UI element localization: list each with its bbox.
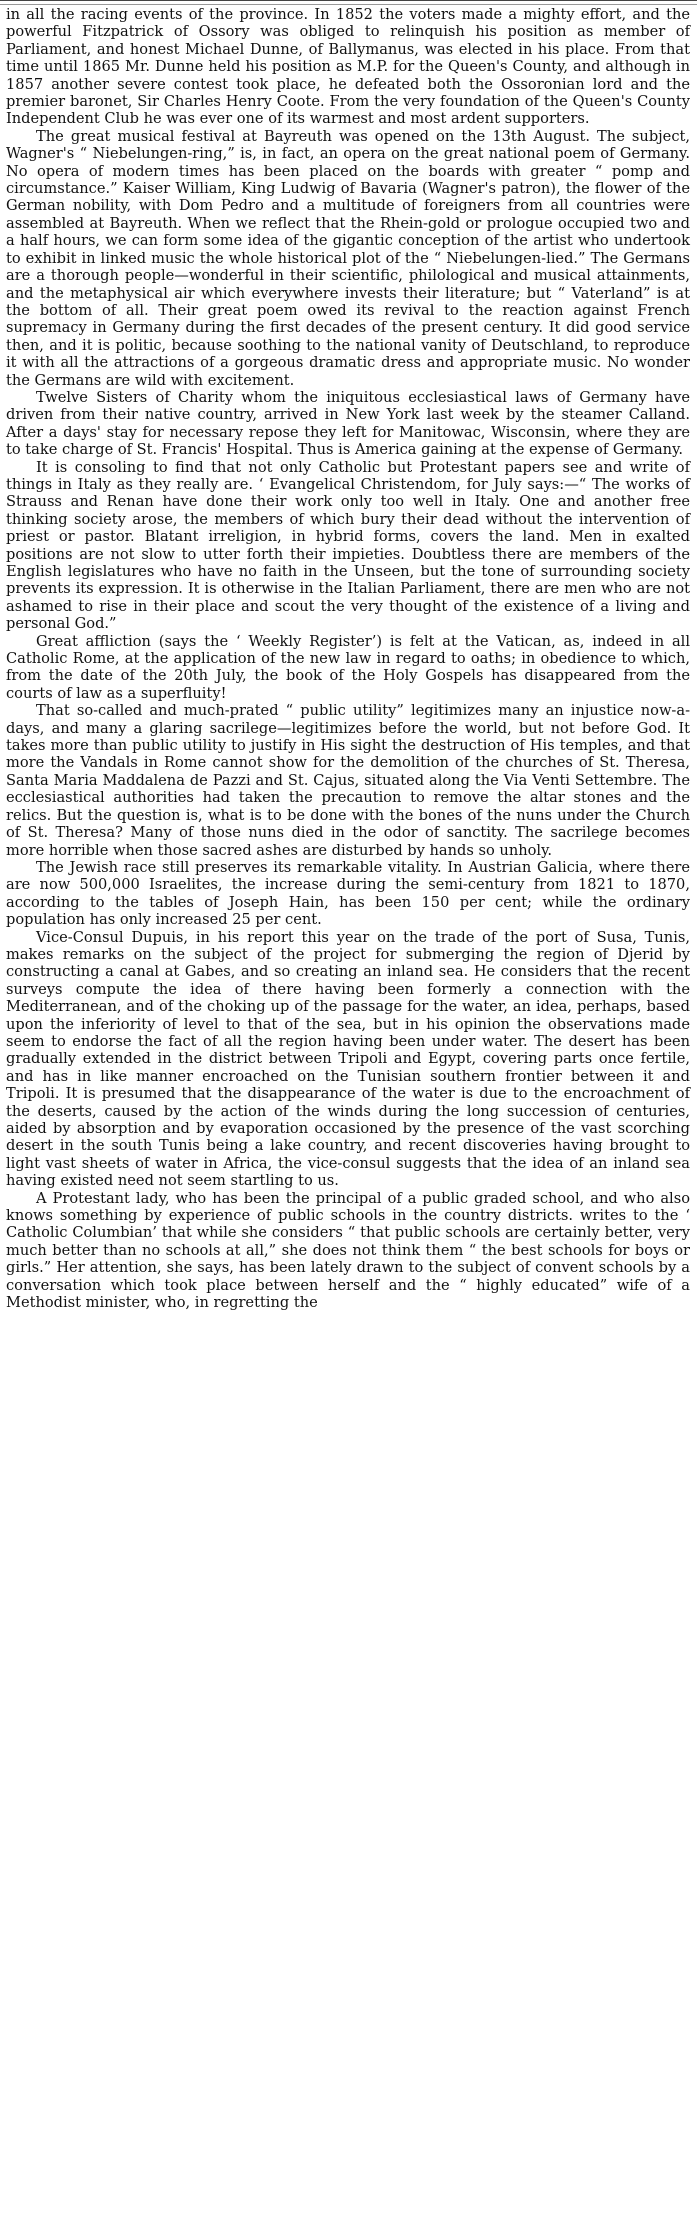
top-rule <box>0 0 697 5</box>
paragraph-public-utility: That so-called and much-prated “ public utility” legitimizes many an injustice now-a-days, and many a glaring sacrilege—legitimizes before the world, but not before God. It takes more than public utility to justify in His sight the destruction of His temples, and that more the Vandals in Rome cannot show for the demolition of the churches of St. Theresa, Santa Maria Maddalena de Pazzi and St. Cajus, situated along the Via Venti Settembre. The ecclesiastical authorities had taken the precaution to remove the altar stones and the relics. But the question is, what is to be done with the bones of the nuns under the Church of St. Theresa? Many of those nuns died in the odor of sanctity. The sacrilege becomes more horrible when those sacred ashes are disturbed by hands so unholy. <box>6 702 690 859</box>
paragraph-sisters-of-charity: Twelve Sisters of Charity whom the iniquitous ecclesiastical laws of Germany have driven from their native country, arrived in New York last week by the steamer Calland. After a days' stay for necessary repose they left for Manitowac, Wisconsin, where they are to take charge of St. Francis' Hospital. Thus is America gaining at the expense of Germany. <box>6 388 690 459</box>
paragraph-ossory-election: in all the racing events of the province. In 1852 the voters made a mighty effort, and the powerful Fitzpatrick of Ossory was obliged to relinquish his position as member of Parliament, and honest Michael Dunne, of Ballymanus, was elected in his place. From that time until 1865 Mr. Dunne held his position as M.P. for the Queen's County, and although in 1857 another severe contest took place, he defeated both the Ossoronian lord and the premier baronet, Sir Charles Henry Coote. From the very foundation of the Queen's County Independent Club he was ever one of its warmest and most ardent supporters. <box>6 6 690 128</box>
paragraph-djerid-inland-sea: Vice-Consul Dupuis, in his report this year on the trade of the port of Susa, Tunis, makes remarks on the subject of the project for submerging the region of Djerid by constructing a canal at Gabes, and so creating an inland sea. He considers that the recent surveys compute the idea of there having been formerly a connection with the Mediterranean, and of the choking up of the passage for the water, an idea, perhaps, based upon the inferiority of level to that of the sea, but in his opinion the observations made seem to endorse the fact of all the region having been under water. The desert has been gradually extended in the district between Tripoli and Egypt, covering parts once fertile, and has in like manner encroached on the Tunisian southern frontier between it and Tripoli. It is presumed that the disappearance of the water is due to the encroachment of the deserts, caused by the action of the winds during the long succession of centuries, aided by absorption and by evaporation occasioned by the presence of the vast scorching desert in the south Tunis being a lake country, and recent discoveries having brought to light vast sheets of water in Africa, the vice-consul suggests that the idea of an inland sea having existed need not seem startling to us. <box>6 928 690 1190</box>
paragraph-jewish-vitality: The Jewish race still preserves its remarkable vitality. In Austrian Galicia, where there are now 500,000 Israelites, the increase during the semi-century from 1821 to 1870, according to the tables of Joseph Hain, has been 150 per cent; while the ordinary population has only increased 25 per cent. <box>6 858 690 929</box>
paragraph-bayreuth-festival: The great musical festival at Bayreuth was opened on the 13th August. The subject, Wagner's “ Niebelungen-ring,” is, in fact, an opera on the great national poem of Germany. No opera of modern times has been placed on the boards with greater “ pomp and circumstance.” Kaiser William, King Ludwig of Bavaria (Wagner's patron), the flower of the German nobility, with Dom Pedro and a multitude of foreigners from all countries were assembled at Bayreuth. When we reflect that the Rhein-gold or prologue occupied two and a half hours, we can form some idea of the gigantic conception of the artist who undertook to exhibit in linked music the whole historical plot of the “ Niebelungen-lied.” The Germans are a thorough people—wonderful in their scientific, philological and musical attainments, and the metaphysical air which everywhere invests their literature; but “ Vaterland” is at the bottom of all. Their great poem owed its revival to the reaction against French supremacy in Germany during the first decades of the present century. It did good service then, and it is politic, because soothing to the national vanity of Deutschland, to reproduce it with all the attractions of a gorgeous dramatic dress and appropriate music. No wonder the Germans are wild with excitement. <box>6 127 690 389</box>
paragraph-protestant-lady-schools: A Protestant lady, who has been the principal of a public graded school, and who also knows something by experience of public schools in the country districts. writes to the ‘ Catholic Columbian’ that while she considers “ that public schools are certainly better, very much better than no schools at all,” she does not think them “ the best schools for boys or girls.” Her attention, she says, has been lately drawn to the subject of convent schools by a conversation which took place between herself and the “ highly educated” wife of a Methodist minister, who, in regretting the <box>6 1189 690 1312</box>
article-column <box>6 6 690 1311</box>
paragraph-italy-protestant-papers: It is consoling to find that not only Catholic but Protestant papers see and write of things in Italy as they really are. ‘ Evangelical Christendom, for July says:—“ The works of Strauss and Renan have done their work only too well in Italy. One and another free thinking society arose, the members of which bury their dead without the intervention of priest or pastor. Blatant irreligion, in hybrid forms, covers the land. Men in exalted positions are not slow to utter forth their impieties. Doubtless there are members of the English legislatures who have no faith in the Unseen, but the tone of surrounding society prevents its expression. It is otherwise in the Italian Parliament, there are men who are not ashamed to rise in their place and scout the very thought of the existence of a living and personal God.” <box>6 458 690 633</box>
paragraph-vatican-oaths: Great affliction (says the ‘ Weekly Register’) is felt at the Vatican, as, indeed in all Catholic Rome, at the application of the new law in regard to oaths; in obedience to which, from the date of the 20th July, the book of the Holy Gospels has disappeared from the courts of law as a superfluity! <box>6 632 690 702</box>
